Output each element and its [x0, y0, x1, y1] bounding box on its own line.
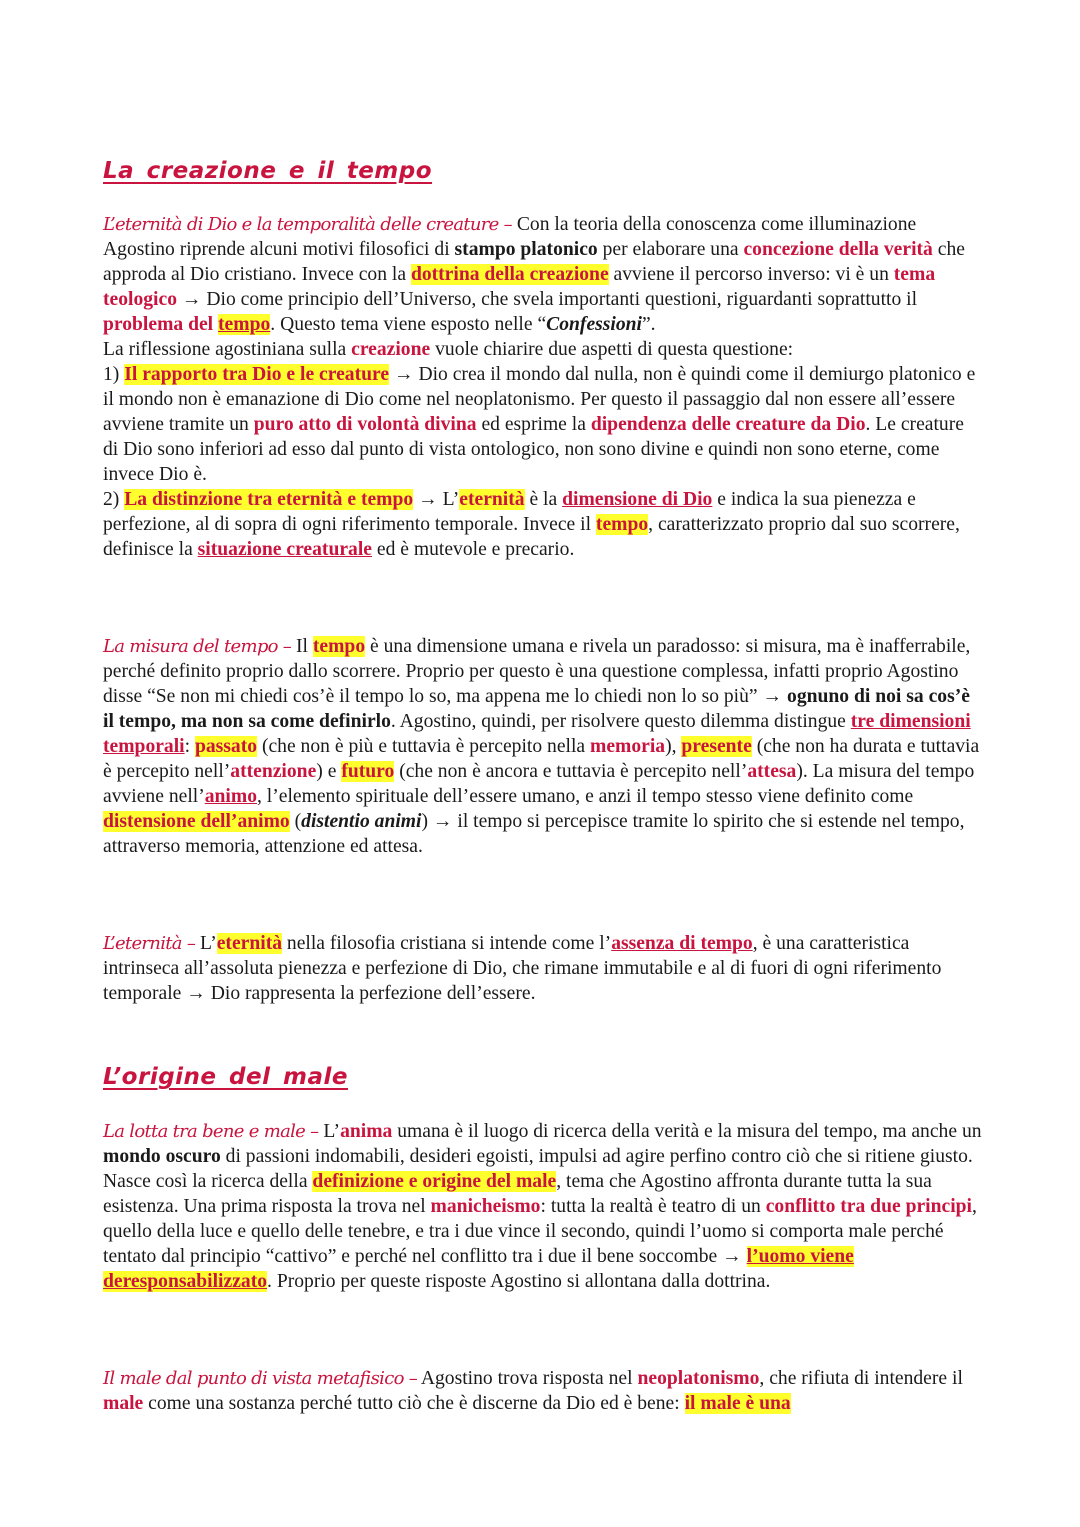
- paragraph-heading: L’eternità di Dio e la temporalità delle creature –: [103, 214, 512, 235]
- paragraph-lotta-bene-male: La lotta tra bene e male – L’anima umana è il luogo di ricerca della verità e la misura del tempo, ma anche un mondo oscuro di passioni indomabili, desideri egoisti, impulsi ad agire perfino contro ciò che si ritiene giusto. Nasce così la ricerca della definizione e origine del male, tema che Agostino affronta durante tutta la sua esistenza. Una prima risposta la trova nel manicheismo: tutta la realtà è teatro di un conflitto tra due principi, quello della luce e quello delle tenebre, e tra i due vince il secondo, quindi l’uomo si comporta male perché tentato dal principio “cattivo” e perché nel conflitto tra i due il bene soccombe → l’uomo viene deresponsabilizzato. Proprio per queste risposte Agostino si allontana dalla dottrina.: [103, 1121, 982, 1292]
- paragraph-heading: Il male dal punto di vista metafisico –: [103, 1368, 418, 1389]
- list-item-1: 1) Il rapporto tra Dio e le creature → Dio crea il mondo dal nulla, non è quindi come il demiurgo platonico e il mondo non è emanazione di Dio come nel neoplatonismo. Per questo il passaggio dal non essere all’essere avviene tramite un puro atto di volontà divina ed esprime la dipendenza delle creature da Dio. Le creature di Dio sono inferiori ad esso dal punto di vista ontologico, non sono divine e quindi non sono eterne, come invece Dio è.: [103, 364, 976, 485]
- paragraph-heading: L’eternità –: [103, 933, 196, 954]
- paragraph-eternita-temporalita: L’eternità di Dio e la temporalità delle creature – Con la teoria della conoscenza come illuminazione Agostino riprende alcuni motivi filosofici di stampo platonico per elaborare una concezione della verità che approda al Dio cristiano. Invece con la dottrina della creazione avviene il percorso inverso: vi è un tema teologico → Dio come principio dell’Universo, che svela importanti questioni, riguardanti soprattutto il problema del tempo. Questo tema viene esposto nelle “Confessioni”. La riflessione agostiniana sulla creazione vuole chiarire due aspetti di questa questione: 1) Il rapporto tra Dio e le creature → Dio crea il mondo dal nulla, non è quindi come il demiurgo platonico e il mondo non è emanazione di Dio come nel neoplatonismo. Per questo il passaggio dal non essere all’essere avviene tramite un puro atto di volontà divina ed esprime la dipendenza delle creature da Dio. Le creature di Dio sono inferiori ad esso dal punto di vista ontologico, non sono divine e quindi non sono eterne, come invece Dio è. 2) La distinzione tra eternità e tempo → L’eternità è la dimensione di Dio e indica la sua pienezza e perfezione, al di sopra di ogni riferimento temporale. Invece il tempo, caratterizzato proprio dal suo scorrere, definisce la situazione creaturale ed è mutevole e precario.: [103, 214, 976, 560]
- list-item-2: 2) La distinzione tra eternità e tempo → L’eternità è la dimensione di Dio e indica la sua pienezza e perfezione, al di sopra di ogni riferimento temporale. Invece il tempo, caratterizzato proprio dal suo scorrere, definisce la situazione creaturale ed è mutevole e precario.: [103, 489, 960, 560]
- paragraph-heading: La misura del tempo –: [103, 636, 292, 657]
- paragraph-riflessione: La riflessione agostiniana sulla creazione vuole chiarire due aspetti di questa questione:: [103, 339, 794, 360]
- paragraph-heading: La lotta tra bene e male –: [103, 1121, 319, 1142]
- paragraph-eternita: L’eternità – L’eternità nella filosofia cristiana si intende come l’assenza di tempo, è una caratteristica intrinseca all’assoluta pienezza e perfezione di Dio, che rimane immutabile e al di fuori di ogni riferimento temporale → Dio rappresenta la perfezione dell’essere.: [103, 933, 942, 1004]
- paragraph-misura-tempo: La misura del tempo – Il tempo è una dimensione umana e rivela un paradosso: si misura, ma è inafferrabile, perché definito proprio dallo scorrere. Proprio per questo è una questione complessa, infatti proprio Agostino disse “Se non mi chiedi cos’è il tempo lo so, ma appena me lo chiedi non lo so più” → ognuno di noi sa cos’è il tempo, ma non sa come definirlo. Agostino, quindi, per risolvere questo dilemma distingue tre dimensioni temporali: passato (che non è più e tuttavia è percepito nella memoria), presente (che non ha durata e tuttavia è percepito nell’attenzione) e futuro (che non è ancora e tuttavia è percepito nell’attesa). La misura del tempo avviene nell’animo, l’elemento spirituale dell’essere umano, e anzi il tempo stesso viene definito come distensione dell’animo (distentio animi) → il tempo si percepisce tramite lo spirito che si estende nel tempo, attraverso memoria, attenzione ed attesa.: [103, 636, 980, 857]
- section-title-origine-male: L’origine del male: [103, 1064, 348, 1090]
- section-title-creazione: La creazione e il tempo: [103, 158, 433, 184]
- paragraph-male-metafisico: Il male dal punto di vista metafisico – Agostino trova risposta nel neoplatonismo, che rifiuta di intendere il male come una sostanza perché tutto ciò che è discerne da Dio ed è bene: il male è una: [103, 1368, 963, 1414]
